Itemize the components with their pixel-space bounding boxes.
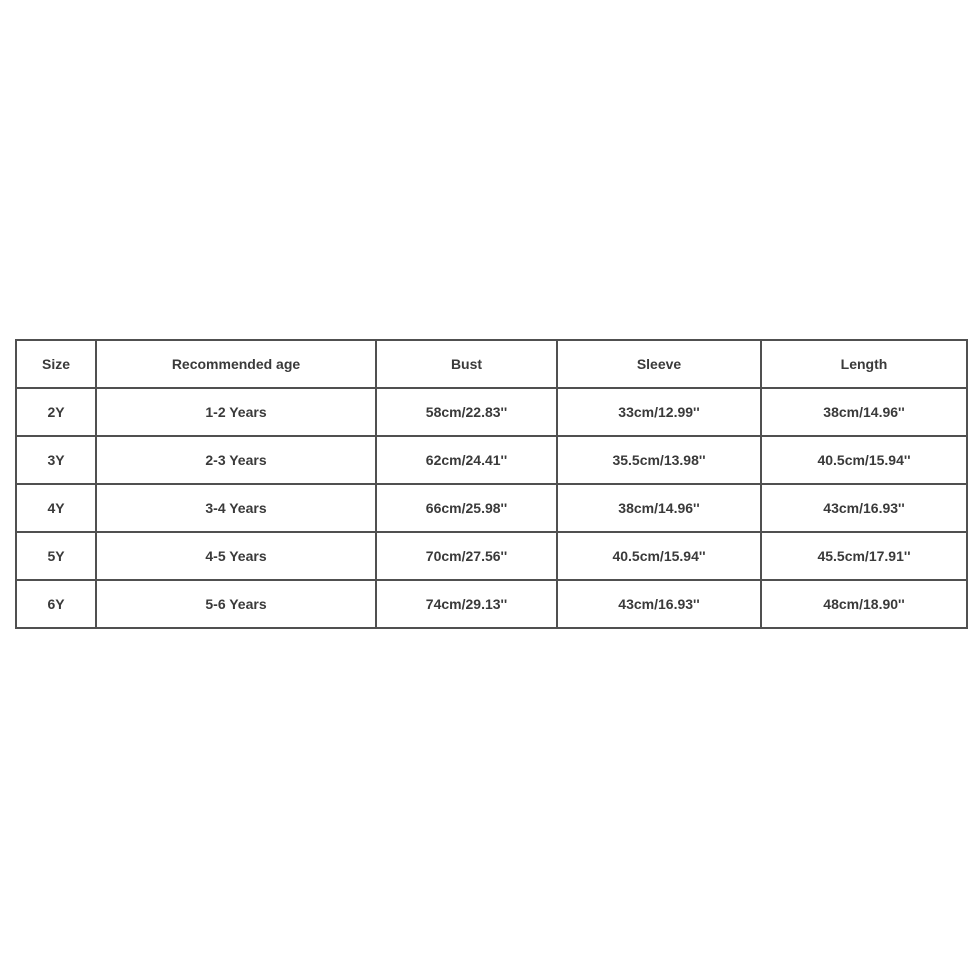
- cell-bust: 74cm/29.13'': [376, 580, 557, 628]
- cell-age: 1-2 Years: [96, 388, 376, 436]
- header-length: Length: [761, 340, 967, 388]
- cell-age: 2-3 Years: [96, 436, 376, 484]
- cell-age: 4-5 Years: [96, 532, 376, 580]
- cell-sleeve: 35.5cm/13.98'': [557, 436, 761, 484]
- cell-sleeve: 33cm/12.99'': [557, 388, 761, 436]
- cell-size: 3Y: [16, 436, 96, 484]
- cell-sleeve: 43cm/16.93'': [557, 580, 761, 628]
- cell-age: 5-6 Years: [96, 580, 376, 628]
- table-row: [16, 436, 967, 484]
- table-row: [16, 580, 967, 628]
- cell-sleeve: 40.5cm/15.94'': [557, 532, 761, 580]
- size-chart-table: [15, 339, 968, 629]
- cell-size: 4Y: [16, 484, 96, 532]
- cell-bust: 62cm/24.41'': [376, 436, 557, 484]
- cell-size: 6Y: [16, 580, 96, 628]
- header-bust: Bust: [376, 340, 557, 388]
- cell-length: 45.5cm/17.91'': [761, 532, 967, 580]
- header-sleeve: Sleeve: [557, 340, 761, 388]
- cell-length: 43cm/16.93'': [761, 484, 967, 532]
- cell-age: 3-4 Years: [96, 484, 376, 532]
- cell-length: 40.5cm/15.94'': [761, 436, 967, 484]
- cell-length: 38cm/14.96'': [761, 388, 967, 436]
- table-header-row: [16, 340, 967, 388]
- cell-bust: 58cm/22.83'': [376, 388, 557, 436]
- cell-bust: 66cm/25.98'': [376, 484, 557, 532]
- header-recommended-age: Recommended age: [96, 340, 376, 388]
- table-row: [16, 532, 967, 580]
- cell-length: 48cm/18.90'': [761, 580, 967, 628]
- table-row: [16, 484, 967, 532]
- cell-bust: 70cm/27.56'': [376, 532, 557, 580]
- table-row: [16, 388, 967, 436]
- cell-size: 5Y: [16, 532, 96, 580]
- cell-sleeve: 38cm/14.96'': [557, 484, 761, 532]
- cell-size: 2Y: [16, 388, 96, 436]
- header-size: Size: [16, 340, 96, 388]
